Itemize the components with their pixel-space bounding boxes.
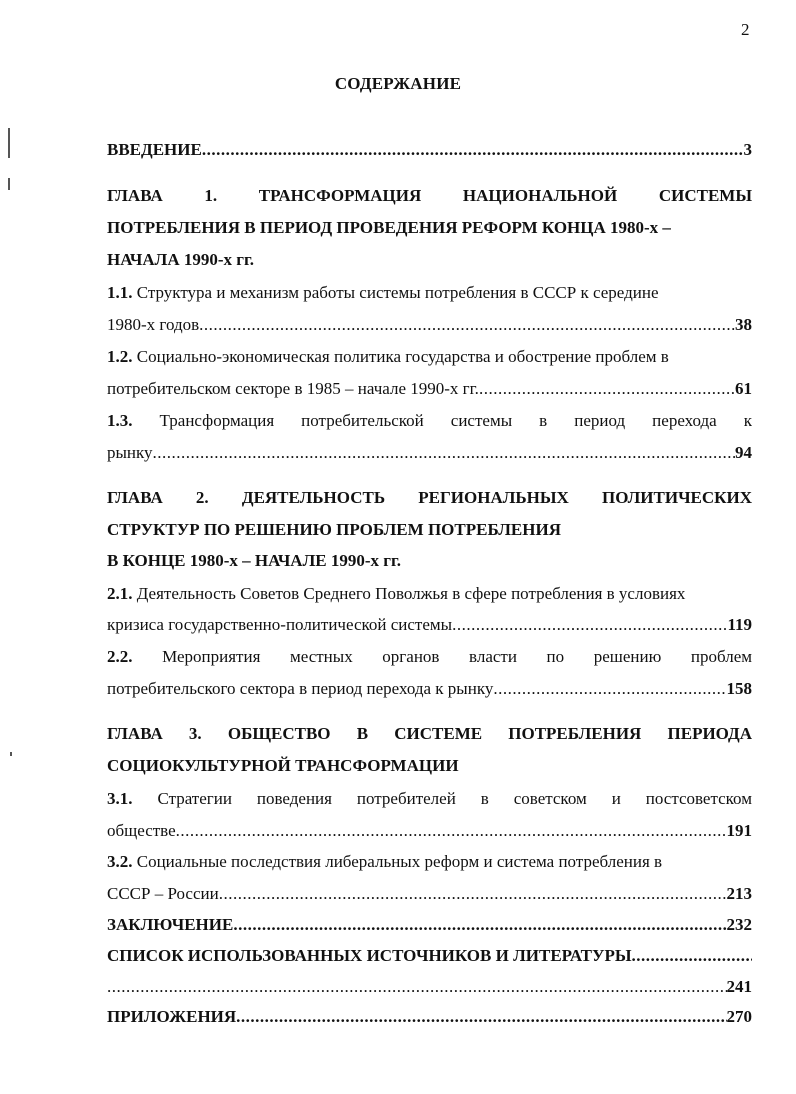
chapter2-heading-line1[interactable]: ГЛАВА 2. ДЕЯТЕЛЬНОСТЬ РЕГИОНАЛЬНЫХ ПОЛИТИЧЕСКИХ (107, 488, 752, 507)
section-title: Деятельность Советов Среднего Поволжья в сфере потребления в условиях (136, 584, 686, 603)
chapter1-heading-line2: ПОТРЕБЛЕНИЯ В ПЕРИОД ПРОВЕДЕНИЯ РЕФОРМ КОНЦА 1980-х – (107, 218, 671, 237)
section-2-1-line2[interactable]: кризиса государственно-политической системы ..... 119 (107, 609, 752, 641)
section-number: 3.1. (107, 789, 133, 808)
section-title: Социально-экономическая политика государства и обострение проблем в (136, 347, 669, 366)
section-page: 191 (726, 821, 752, 840)
section-number: 2.1. (107, 584, 133, 603)
appendix-label: ПРИЛОЖЕНИЯ (107, 1007, 237, 1026)
section-page: 119 (727, 615, 752, 634)
section-title: Структура и механизм работы системы потребления в СССР к середине (136, 283, 659, 302)
chapter3-heading-line1[interactable]: ГЛАВА 3. ОБЩЕСТВО В СИСТЕМЕ ПОТРЕБЛЕНИЯ ПЕРИОДА (107, 724, 752, 743)
section-3-1-line2[interactable]: обществе ..... 191 (107, 815, 752, 847)
toc-sources-line2[interactable] (107, 971, 752, 1003)
section-3-2-line2[interactable]: СССР – России ..... 213 (107, 878, 752, 910)
page-number: 2 (741, 20, 750, 39)
dot-leader (199, 309, 735, 341)
toc-intro[interactable] (107, 134, 752, 166)
chapter1-heading-line1[interactable]: ГЛАВА 1. ТРАНСФОРМАЦИЯ НАЦИОНАЛЬНОЙ СИСТЕМЫ (107, 186, 752, 205)
intro-label: ВВЕДЕНИЕ (107, 140, 202, 159)
section-page: 38 (735, 315, 752, 334)
section-1-2-line2[interactable]: потребительском секторе в 1985 – начале 1990-х гг. ..... 61 (107, 373, 752, 405)
section-3-1-line1[interactable] (107, 783, 752, 815)
intro-page: 3 (743, 140, 752, 159)
section-1-1-line1[interactable] (107, 277, 752, 309)
section-number: 1.1. (107, 283, 133, 302)
dot-leader (219, 878, 727, 910)
section-page: 213 (726, 884, 752, 903)
dot-leader (452, 609, 727, 641)
sources-page: 241 (726, 977, 752, 996)
section-number: 3.2. (107, 852, 133, 871)
scan-artifact (8, 128, 10, 158)
section-title: Социальные последствия либеральных реформ и система потребления в (136, 852, 663, 871)
scan-artifact (10, 752, 12, 756)
toc-sources-line1[interactable] (107, 940, 752, 972)
toc-conclusion[interactable] (107, 909, 752, 941)
section-page: 61 (735, 379, 752, 398)
section-2-1-line1[interactable] (107, 578, 752, 610)
section-page: 94 (735, 443, 752, 462)
dot-leader (632, 940, 752, 972)
chapter2-heading-line2: СТРУКТУР ПО РЕШЕНИЮ ПРОБЛЕМ ПОТРЕБЛЕНИЯ (107, 520, 561, 539)
section-title: Мероприятия местных органов власти по решению проблем (162, 647, 752, 666)
section-2-2-line1[interactable] (107, 641, 752, 673)
section-1-3-line1[interactable] (107, 405, 752, 437)
toc-appendix[interactable] (107, 1001, 752, 1033)
conclusion-page: 232 (726, 915, 752, 934)
dot-leader (236, 1001, 726, 1033)
section-1-1-line2[interactable]: 1980-х годов ..... 38 (107, 309, 752, 341)
section-number: 2.2. (107, 647, 133, 666)
section-1-2-line1[interactable] (107, 341, 752, 373)
section-1-3-line2[interactable]: рынку ..... 94 (107, 437, 752, 469)
section-title: Трансформация потребительской системы в период перехода к (159, 411, 752, 430)
dot-leader (493, 673, 726, 705)
chapter1-heading-line3: НАЧАЛА 1990-х гг. (107, 250, 255, 269)
dot-leader (107, 971, 727, 1003)
dot-leader (202, 134, 744, 166)
section-title: Стратегии поведения потребителей в советском и постсоветском (157, 789, 752, 808)
dot-leader (233, 909, 726, 941)
chapter3-heading-line2: СОЦИОКУЛЬТУРНОЙ ТРАНСФОРМАЦИИ (107, 756, 459, 775)
section-number: 1.3. (107, 411, 133, 430)
section-2-2-line2[interactable]: потребительского сектора в период перехода к рынку ..... 158 (107, 673, 752, 705)
dot-leader (176, 815, 727, 847)
section-number: 1.2. (107, 347, 133, 366)
section-page: 158 (726, 679, 752, 698)
appendix-page: 270 (726, 1007, 752, 1026)
scan-artifact (8, 178, 10, 190)
sources-label: СПИСОК ИСПОЛЬЗОВАННЫХ ИСТОЧНИКОВ И ЛИТЕРАТУРЫ (107, 946, 632, 965)
chapter2-heading-line3: В КОНЦЕ 1980-х – НАЧАЛЕ 1990-х гг. (107, 551, 402, 570)
page-title: СОДЕРЖАНИЕ (334, 74, 462, 93)
conclusion-label: ЗАКЛЮЧЕНИЕ (107, 915, 234, 934)
section-3-2-line1[interactable] (107, 846, 752, 878)
dot-leader (153, 437, 735, 469)
dot-leader (479, 373, 735, 405)
